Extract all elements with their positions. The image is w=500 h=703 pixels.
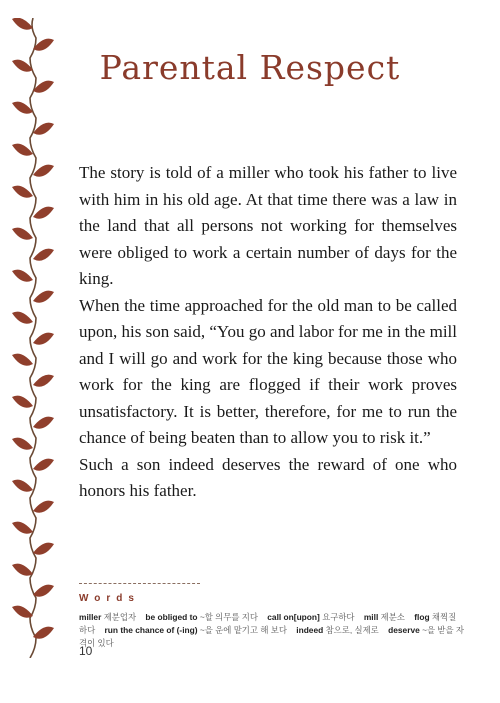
leaf-icon	[33, 459, 54, 471]
vocab-term: run the chance of (-ing)	[104, 625, 198, 635]
vocab-gloss: ~을 받을 자격이 있다	[79, 625, 465, 648]
vocab-term: indeed	[296, 625, 324, 635]
leaf-icon	[12, 354, 33, 366]
leaf-icon	[33, 585, 54, 597]
vocab-item	[79, 612, 143, 622]
story-paragraph: Such a son indeed deserves the reward of one who honors his father.	[79, 454, 457, 500]
vocab-term: deserve	[388, 625, 420, 635]
vocab-term: flog	[414, 612, 430, 622]
section-divider	[79, 583, 200, 584]
leaf-icon	[12, 228, 33, 240]
leaf-icon	[12, 144, 33, 156]
story-paragraph: When the time approached for the old man to be called upon, his son said, “You go and labor for me in the mill and I will go and work for the king because those who work for the king are flogged if their work proves unsatisfactory. It is better, therefore, for me to run the chance of being beaten than to allow you to risk it.”	[79, 295, 457, 447]
vocab-item	[105, 625, 294, 635]
vocab-item	[145, 612, 265, 622]
leaf-icon	[12, 312, 33, 324]
leaf-icon	[33, 375, 54, 387]
vocab-gloss: 채찍질하다	[79, 612, 457, 635]
leaf-icon	[33, 333, 54, 345]
page-title: Parental Respect	[99, 48, 401, 87]
vocab-term: be obliged to	[145, 612, 198, 622]
leaf-icon	[12, 186, 33, 198]
leaf-icon	[12, 480, 33, 492]
vine-stem	[30, 18, 36, 658]
vocab-term: miller	[79, 612, 102, 622]
leaf-vine-decoration	[6, 18, 60, 658]
vocab-item	[296, 625, 386, 635]
leaf-icon	[33, 543, 54, 555]
leaf-icon	[12, 438, 33, 450]
story-body	[79, 160, 457, 505]
vocab-item	[267, 612, 361, 622]
vocab-term: call on[upon]	[267, 612, 320, 622]
vocab-gloss: ~할 의무를 지다	[199, 612, 258, 622]
vocab-gloss: 참으로, 실제로	[325, 625, 379, 635]
leaf-icon	[33, 417, 54, 429]
leaf-icon	[33, 501, 54, 513]
vocabulary-list	[79, 611, 464, 650]
words-heading: Words	[79, 593, 140, 604]
leaf-icon	[33, 291, 54, 303]
leaf-icon	[12, 18, 33, 30]
leaf-icon	[12, 564, 33, 576]
vocab-gloss: 제분소	[380, 612, 405, 622]
leaf-icon	[12, 396, 33, 408]
leaf-icon	[33, 249, 54, 261]
leaf-icon	[12, 522, 33, 534]
leaf-icon	[33, 165, 54, 177]
vocab-item	[364, 612, 412, 622]
story-paragraph: The story is told of a miller who took his father to live with him in his old age. At that time there was a law in the land that all persons not working for themselves were obliged to work a certain number of days for the king.	[79, 163, 457, 288]
leaf-icon	[12, 606, 33, 618]
leaf-icon	[12, 270, 33, 282]
page-number: 10	[79, 644, 93, 658]
vocab-term: mill	[363, 612, 379, 622]
leaf-icon	[33, 207, 54, 219]
vocab-gloss: 요구하다	[322, 612, 355, 622]
vocab-gloss: ~을 운에 맡기고 해 보다	[199, 625, 287, 635]
leaf-icon	[33, 627, 54, 639]
vocab-gloss: 제분업자	[103, 612, 137, 622]
